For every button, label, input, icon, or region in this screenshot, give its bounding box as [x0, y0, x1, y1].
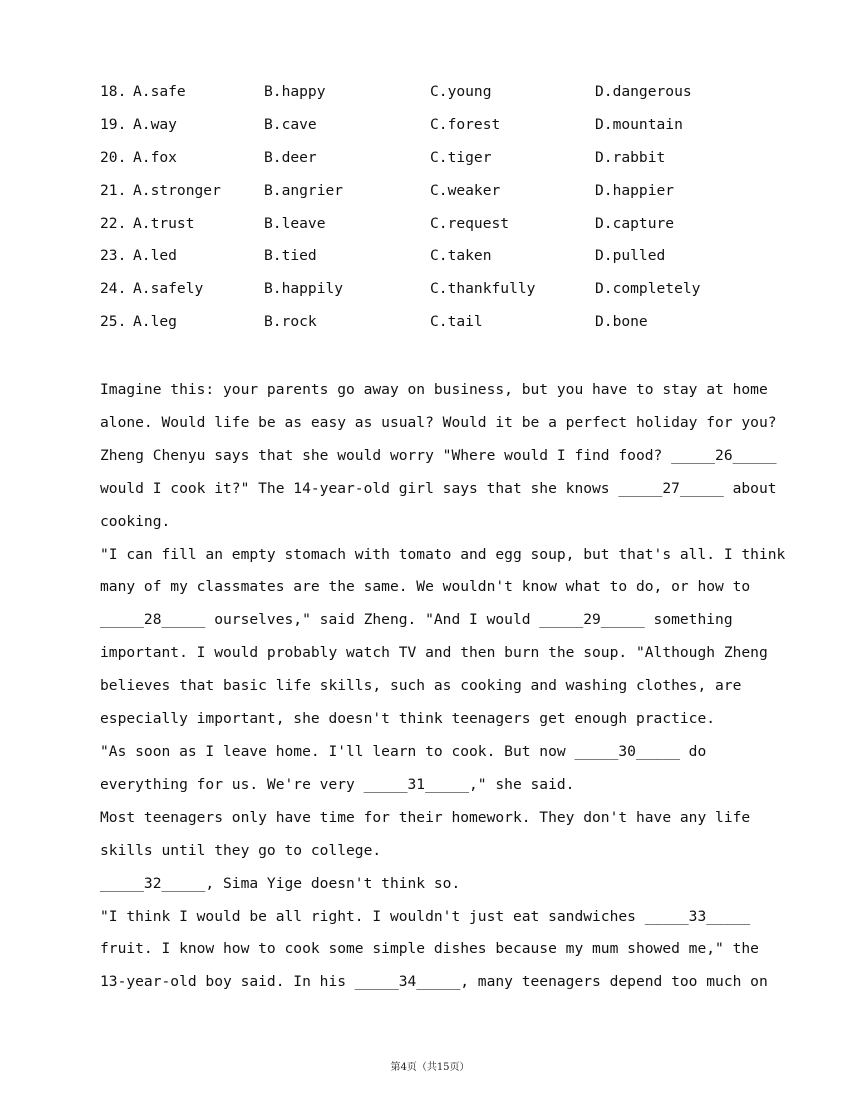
question-number: 19.	[100, 115, 127, 133]
question-number: 22.	[100, 214, 127, 232]
passage-line: Most teenagers only have time for their homework. They don't have any life	[100, 808, 751, 826]
option-row-24	[100, 275, 780, 308]
passage-line: important. I would probably watch TV and then burn the soup. "Although Zheng	[100, 644, 768, 662]
option-d: D.bone	[595, 313, 648, 331]
option-row-22	[100, 210, 780, 243]
option-a: A.leg	[133, 313, 177, 331]
option-b: B.tied	[264, 247, 317, 265]
option-b: B.happily	[264, 280, 344, 298]
question-number: 20.	[100, 148, 127, 166]
option-b: B.happy	[264, 83, 326, 100]
option-row-21	[100, 177, 780, 210]
question-number: 23.	[100, 247, 127, 265]
page-footer: 第4页（共15页）	[390, 1062, 470, 1073]
reading-passage	[100, 374, 786, 999]
answer-options	[100, 78, 780, 341]
passage-line: _____32_____, Sima Yige doesn't think so.	[100, 874, 461, 892]
option-a: A.stronger	[133, 181, 221, 199]
option-d: D.capture	[595, 214, 675, 232]
passage-line: "As soon as I leave home. I'll learn to cook. But now _____30_____ do	[100, 742, 707, 760]
passage-line: "I can fill an empty stomach with tomato and egg soup, but that's all. I think	[100, 545, 786, 563]
passage-line: Zheng Chenyu says that she would worry "Where would I find food? _____26_____	[100, 446, 777, 464]
passage-line: especially important, she doesn't think teenagers get enough practice.	[100, 710, 716, 728]
option-c: C.tiger	[430, 148, 492, 166]
passage-line: _____28_____ ourselves," said Zheng. "And I would _____29_____ something	[100, 611, 733, 629]
question-number: 25.	[100, 313, 127, 331]
option-row-18	[100, 78, 780, 111]
option-row-20	[100, 144, 780, 177]
passage-line: fruit. I know how to cook some simple dishes because my mum showed me," the	[100, 940, 759, 958]
option-d: D.dangerous	[595, 83, 692, 100]
option-c: C.forest	[430, 115, 501, 133]
option-b: B.cave	[264, 115, 317, 133]
option-d: D.completely	[595, 280, 701, 298]
option-a: A.trust	[133, 214, 195, 232]
option-row-19	[100, 111, 780, 144]
passage-line: "I think I would be all right. I wouldn't just eat sandwiches _____33_____	[100, 907, 751, 925]
option-a: A.safely	[133, 280, 204, 298]
passage-line: 13-year-old boy said. In his _____34_____, many teenagers depend too much on	[100, 973, 768, 991]
option-c: C.young	[430, 83, 492, 100]
passage-line: believes that basic life skills, such as cooking and washing clothes, are	[100, 677, 742, 695]
option-b: B.deer	[264, 148, 317, 166]
passage-line: skills until they go to college.	[100, 841, 382, 859]
passage-line: many of my classmates are the same. We wouldn't know what to do, or how to	[100, 578, 751, 596]
passage-line: alone. Would life be as easy as usual? Would it be a perfect holiday for you?	[100, 413, 777, 431]
passage-line: Imagine this: your parents go away on business, but you have to stay at home	[100, 381, 768, 398]
question-number: 21.	[100, 181, 127, 199]
option-d: D.rabbit	[595, 148, 666, 166]
option-b: B.leave	[264, 214, 326, 232]
option-a: A.fox	[133, 148, 177, 166]
option-a: A.safe	[133, 83, 186, 100]
option-b: B.rock	[264, 313, 317, 331]
option-a: A.way	[133, 115, 177, 133]
option-d: D.pulled	[595, 247, 666, 265]
option-row-25	[100, 308, 780, 341]
option-a: A.led	[133, 247, 177, 265]
option-c: C.thankfully	[430, 280, 536, 298]
option-c: C.taken	[430, 247, 492, 265]
option-row-23	[100, 242, 780, 275]
option-d: D.happier	[595, 181, 675, 199]
passage-line: would I cook it?" The 14-year-old girl says that she knows _____27_____ about	[100, 479, 777, 497]
option-c: C.tail	[430, 313, 483, 331]
option-c: C.request	[430, 214, 510, 232]
question-number: 24.	[100, 280, 127, 298]
passage-line: everything for us. We're very _____31_____," she said.	[100, 775, 575, 793]
passage-line: cooking.	[100, 512, 171, 530]
option-b: B.angrier	[264, 181, 344, 199]
question-number: 18.	[100, 83, 127, 100]
option-c: C.weaker	[430, 181, 501, 199]
option-d: D.mountain	[595, 115, 683, 133]
